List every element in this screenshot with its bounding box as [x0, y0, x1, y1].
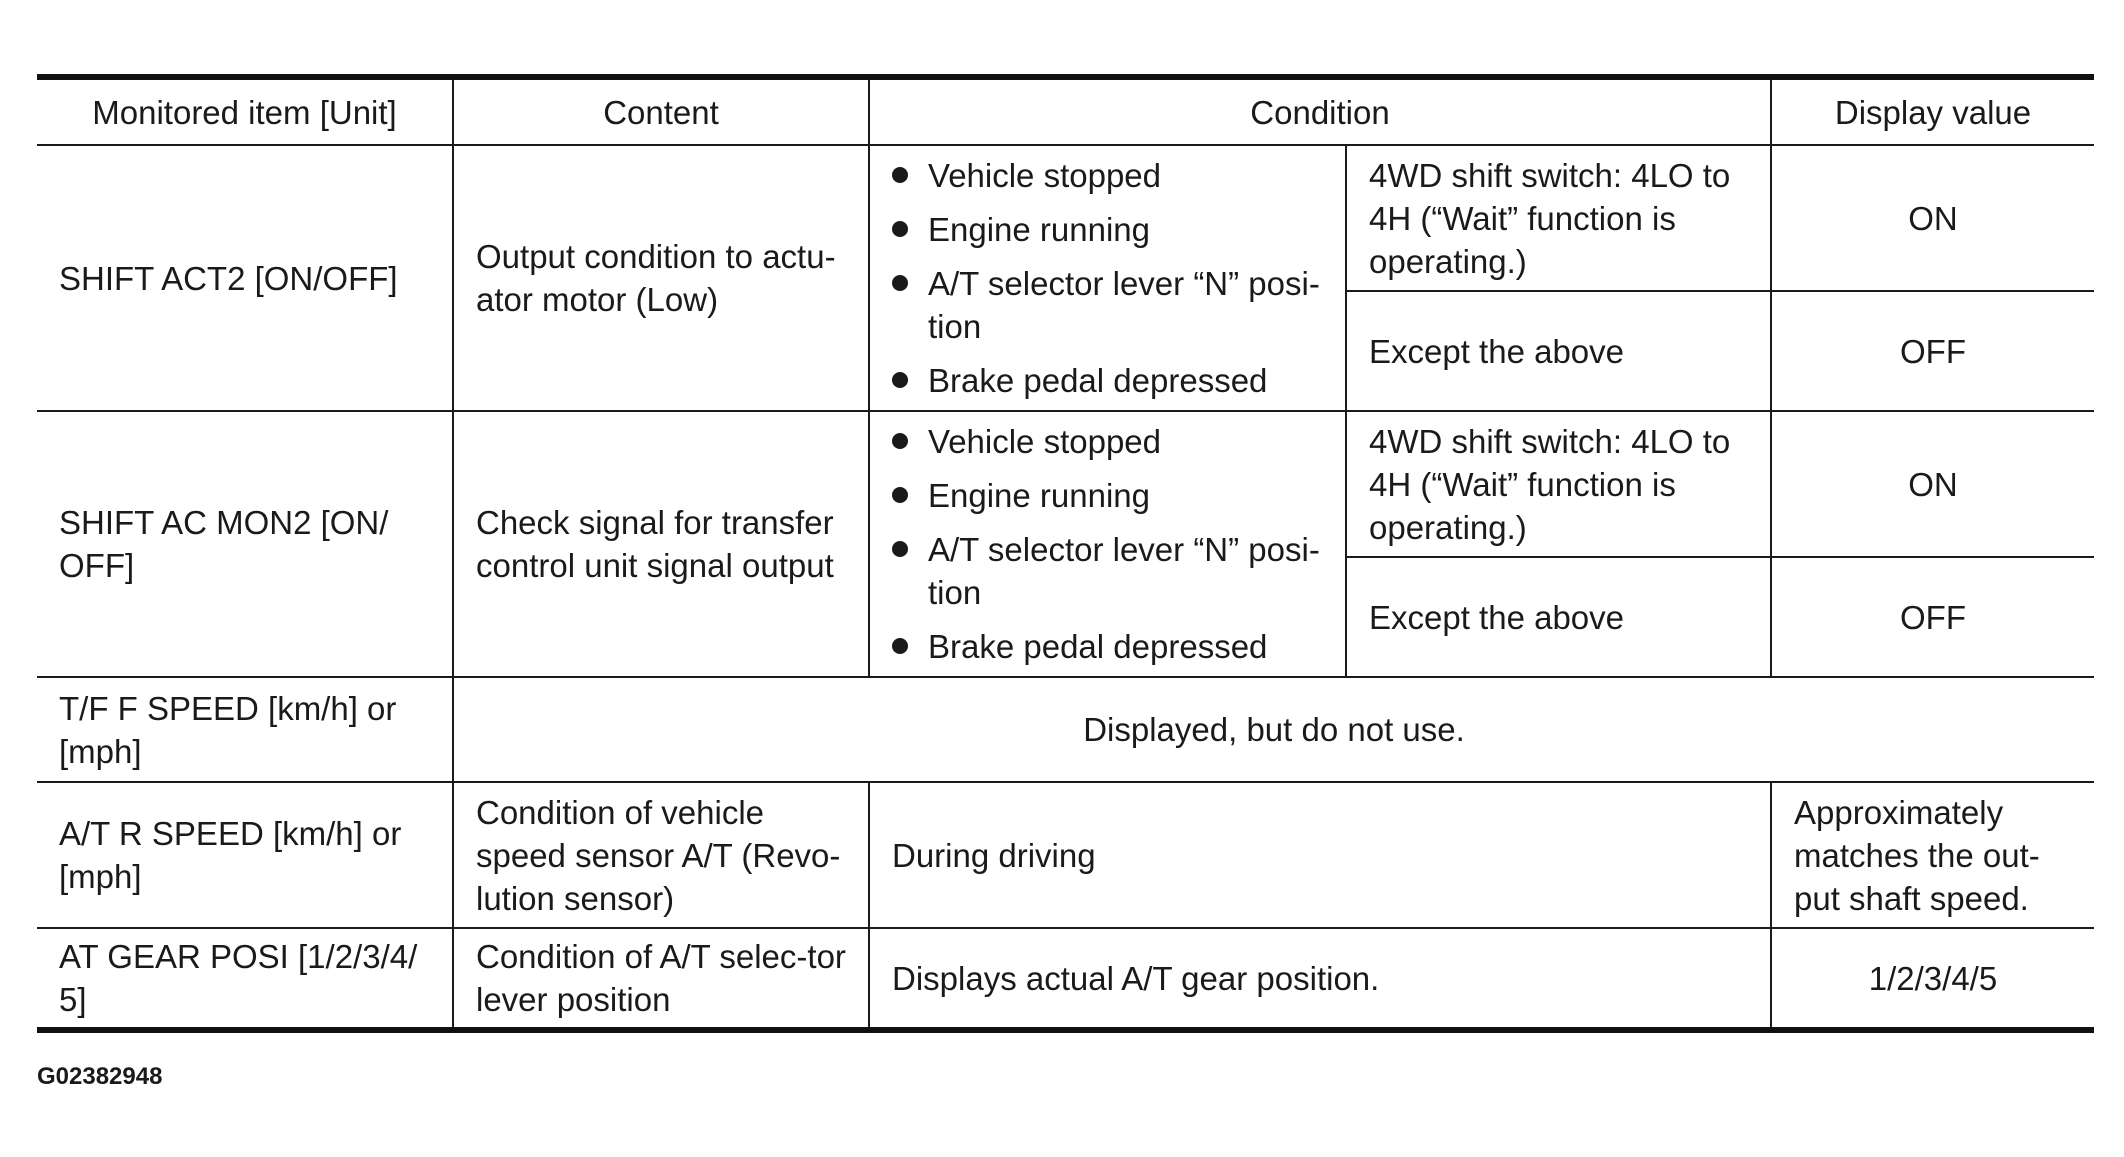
- content-cell: Condition of A/T selec-tor lever position: [453, 928, 869, 1030]
- bullet-item: [892, 625, 1323, 668]
- table-row: [37, 782, 2094, 928]
- condition-bullets-cell: [869, 411, 1346, 677]
- content-cell: Check signal for transfer control unit signal output: [453, 411, 869, 677]
- bullet-icon: [892, 221, 908, 237]
- table-row: [37, 411, 2094, 557]
- monitored-item-cell: SHIFT AC MON2 [ON/ OFF]: [37, 411, 453, 677]
- monitored-item-cell: SHIFT ACT2 [ON/OFF]: [37, 145, 453, 411]
- display-value-cell: OFF: [1771, 291, 2094, 411]
- sub-condition-cell: 4WD shift switch: 4LO to 4H (“Wait” function is operating.): [1346, 411, 1771, 557]
- bullet-icon: [892, 167, 908, 183]
- sub-condition-cell: 4WD shift switch: 4LO to 4H (“Wait” function is operating.): [1346, 145, 1771, 291]
- monitor-table-container: [37, 74, 2094, 1033]
- condition-cell: Displays actual A/T gear position.: [869, 928, 1771, 1030]
- bullet-text: Engine running: [928, 477, 1151, 514]
- bullet-item: [892, 208, 1323, 251]
- monitor-item-table: [37, 74, 2094, 1033]
- condition-cell: During driving: [869, 782, 1771, 928]
- bullet-item: [892, 474, 1323, 517]
- display-value-cell: Approximately matches the out-put shaft speed.: [1771, 782, 2094, 928]
- bullet-text: Vehicle stopped: [928, 423, 1162, 460]
- bullet-icon: [892, 638, 908, 654]
- bullet-icon: [892, 541, 908, 557]
- monitored-item-cell: AT GEAR POSI [1/2/3/4/ 5]: [37, 928, 453, 1030]
- header-monitored-item: Monitored item [Unit]: [37, 77, 453, 145]
- bullet-text: Vehicle stopped: [928, 157, 1162, 194]
- content-cell: Condition of vehicle speed sensor A/T (Revo-lution sensor): [453, 782, 869, 928]
- header-display-value: Display value: [1771, 77, 2094, 145]
- display-value-cell: 1/2/3/4/5: [1771, 928, 2094, 1030]
- bullet-item: [892, 420, 1323, 463]
- table-row: [37, 677, 2094, 782]
- bullet-text: Engine running: [928, 211, 1151, 248]
- bullet-text: A/T selector lever “N” posi-tion: [928, 531, 1320, 611]
- bullet-icon: [892, 275, 908, 291]
- sub-condition-cell: Except the above: [1346, 291, 1771, 411]
- display-value-cell: OFF: [1771, 557, 2094, 677]
- monitored-item-cell: A/T R SPEED [km/h] or [mph]: [37, 782, 453, 928]
- header-row: [37, 77, 2094, 145]
- condition-bullet-list: [892, 420, 1323, 668]
- bullet-icon: [892, 372, 908, 388]
- bullet-item: [892, 262, 1323, 348]
- bullet-item: [892, 359, 1323, 402]
- bullet-text: A/T selector lever “N” posi-tion: [928, 265, 1320, 345]
- sub-condition-cell: Except the above: [1346, 557, 1771, 677]
- monitored-item-cell: T/F F SPEED [km/h] or [mph]: [37, 677, 453, 782]
- figure-code: G02382948: [37, 1063, 163, 1090]
- display-value-cell: ON: [1771, 145, 2094, 291]
- bullet-text: Brake pedal depressed: [928, 628, 1268, 665]
- bullet-text: Brake pedal depressed: [928, 362, 1268, 399]
- condition-bullets-cell: [869, 145, 1346, 411]
- note-cell: Displayed, but do not use.: [453, 677, 2094, 782]
- table-row: [37, 928, 2094, 1030]
- content-cell: Output condition to actu-ator motor (Low): [453, 145, 869, 411]
- header-content: Content: [453, 77, 869, 145]
- bullet-icon: [892, 433, 908, 449]
- condition-bullet-list: [892, 154, 1323, 402]
- display-value-cell: ON: [1771, 411, 2094, 557]
- table-row: [37, 145, 2094, 291]
- bullet-icon: [892, 487, 908, 503]
- bullet-item: [892, 154, 1323, 197]
- bullet-item: [892, 528, 1323, 614]
- header-condition: Condition: [869, 77, 1771, 145]
